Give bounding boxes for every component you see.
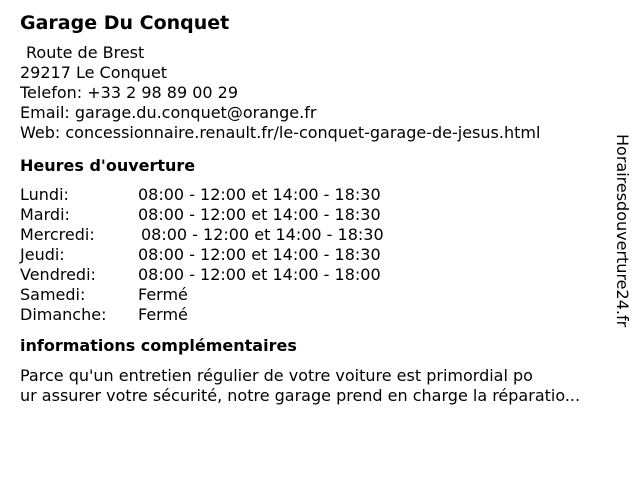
email-line: Email: garage.du.conquet@orange.fr xyxy=(20,103,317,122)
address-city: 29217 Le Conquet xyxy=(20,63,168,82)
hours-day: Dimanche: xyxy=(20,305,107,324)
hours-day: Lundi: xyxy=(20,185,69,204)
hours-time: 08:00 - 12:00 et 14:00 - 18:00 xyxy=(138,265,381,284)
hours-time: Fermé xyxy=(138,285,188,304)
business-name: Garage Du Conquet xyxy=(20,12,230,34)
hours-row-dimanche xyxy=(20,305,615,325)
hours-time: Fermé xyxy=(138,305,188,324)
hours-table xyxy=(20,185,615,325)
hours-time: 08:00 - 12:00 et 14:00 - 18:30 xyxy=(138,245,381,264)
hours-row-lundi xyxy=(20,185,615,205)
hours-time: 08:00 - 12:00 et 14:00 - 18:30 xyxy=(138,205,381,224)
info-description xyxy=(20,366,615,406)
hours-time: 08:00 - 12:00 et 14:00 - 18:30 xyxy=(141,225,384,244)
info-line-2: ur assurer votre sécurité, notre garage prend en charge la réparatio... xyxy=(20,386,581,405)
info-line-1: Parce qu'un entretien régulier de votre voiture est primordial po xyxy=(20,366,533,385)
hours-day: Samedi: xyxy=(20,285,86,304)
address-street: Route de Brest xyxy=(26,43,145,62)
hours-row-mardi xyxy=(20,205,615,225)
info-title: informations complémentaires xyxy=(20,336,297,355)
hours-day: Mercredi: xyxy=(20,225,95,244)
hours-row-vendredi xyxy=(20,265,615,285)
site-watermark: Horairesdouverture24.fr xyxy=(613,134,632,328)
hours-row-mercredi xyxy=(20,225,615,245)
hours-day: Jeudi: xyxy=(20,245,65,264)
web-line: Web: concessionnaire.renault.fr/le-conquet-garage-de-jesus.html xyxy=(20,123,541,142)
hours-day: Mardi: xyxy=(20,205,70,224)
business-card xyxy=(20,10,615,406)
hours-row-jeudi xyxy=(20,245,615,265)
hours-row-samedi xyxy=(20,285,615,305)
phone-line: Telefon: +33 2 98 89 00 29 xyxy=(20,83,239,102)
hours-time: 08:00 - 12:00 et 14:00 - 18:30 xyxy=(138,185,381,204)
hours-day: Vendredi: xyxy=(20,265,96,284)
hours-title: Heures d'ouverture xyxy=(20,156,196,175)
